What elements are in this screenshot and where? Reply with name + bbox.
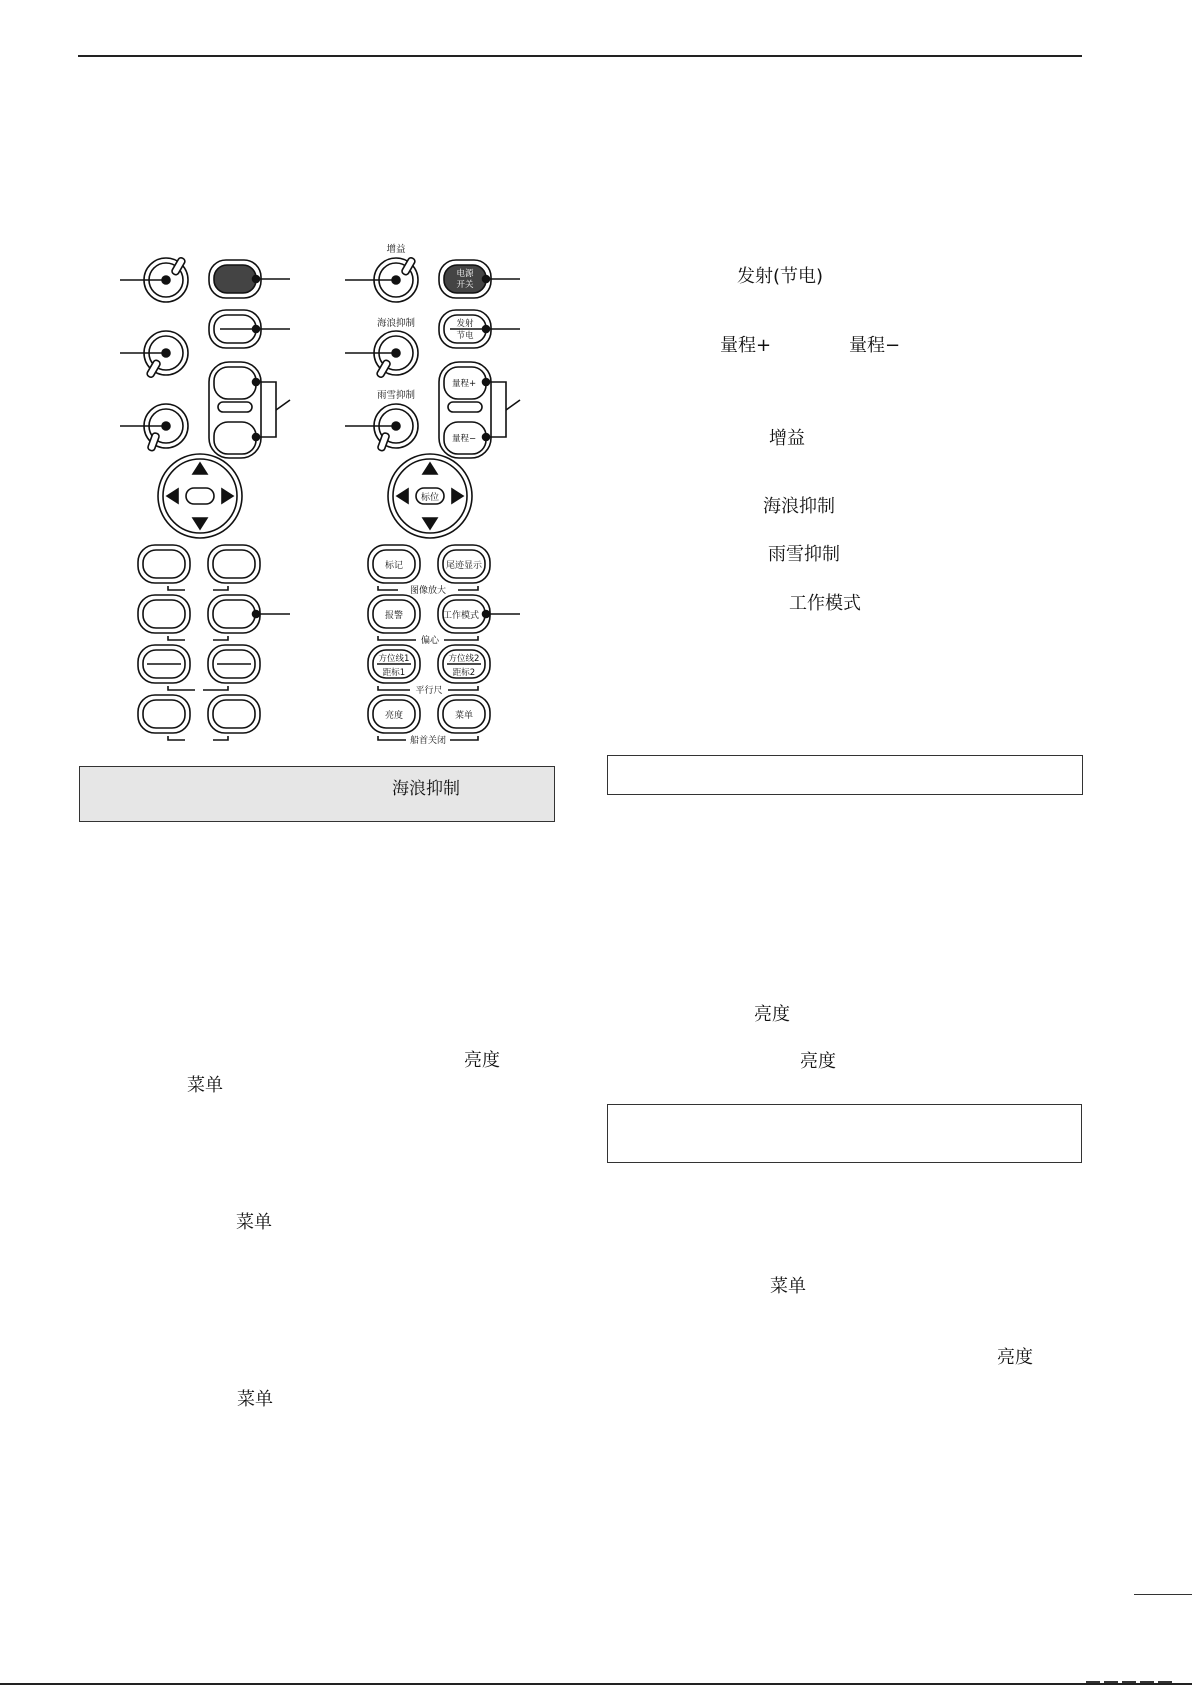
term-gain: 增益 (769, 428, 805, 449)
ebl2-label-2: 距标2 (452, 668, 476, 678)
term-menu-right: 菜单 (770, 1276, 806, 1297)
term-bright-3: 亮度 (997, 1347, 1033, 1368)
control-panel-outline (110, 230, 360, 750)
mark-label: 标记 (384, 561, 404, 571)
power-label-1: 电源 (456, 269, 474, 279)
mode-label: 工作模式 (442, 611, 480, 621)
header-rule (78, 55, 1082, 57)
term-rain: 雨雪抑制 (768, 544, 840, 565)
knob-2 (120, 331, 188, 378)
term-menu-left-2: 菜单 (236, 1212, 272, 1233)
trail-label: 尾迹显示 (445, 561, 483, 571)
term-bright-2: 亮度 (800, 1051, 836, 1072)
page-number-rule (1134, 1594, 1192, 1595)
term-bright-left: 亮度 (464, 1050, 500, 1071)
range-down-label: 量程− (451, 434, 477, 444)
knob-gain-label: 增益 (386, 244, 406, 255)
control-panel-labelled (340, 230, 590, 750)
tx-label-1: 发射 (456, 319, 474, 329)
tx-label-2: 节电 (456, 331, 474, 341)
knob-3 (120, 404, 188, 451)
offcenter-label: 偏心 (420, 636, 440, 646)
menu-btn-label: 菜单 (454, 711, 474, 721)
ebl1-label-1: 方位线1 (378, 654, 410, 664)
term-tx: 发射(节电) (737, 266, 824, 287)
power-label-2: 开关 (456, 280, 474, 290)
term-bright-1: 亮度 (754, 1004, 790, 1025)
note-sea-term: 海浪抑制 (392, 779, 460, 799)
headoff-label: 船首关闭 (409, 736, 447, 746)
term-sea: 海浪抑制 (763, 496, 835, 517)
ebl1-label-2: 距标1 (382, 668, 406, 678)
alarm-label: 报警 (384, 611, 404, 621)
ebl2-label-1: 方位线2 (448, 654, 480, 664)
outline-box-1 (607, 755, 1083, 795)
knob-1 (120, 257, 188, 302)
center-label: 标位 (420, 493, 440, 503)
zoom-label: 图像放大 (409, 586, 447, 596)
outline-box-2 (607, 1104, 1082, 1163)
term-mode: 工作模式 (789, 593, 861, 614)
term-range-down: 量程− (849, 335, 901, 356)
range-up-label: 量程+ (451, 379, 477, 389)
knob-rain-label: 雨雪抑制 (376, 390, 416, 401)
term-menu-left-1: 菜单 (187, 1075, 223, 1096)
bright-btn-label: 亮度 (384, 711, 404, 721)
parallel-label: 平行尺 (415, 686, 443, 696)
term-range-up: 量程+ (720, 335, 772, 356)
term-menu-left-3: 菜单 (237, 1389, 273, 1410)
knob-sea-label: 海浪抑制 (376, 318, 416, 329)
note-box (79, 766, 555, 822)
